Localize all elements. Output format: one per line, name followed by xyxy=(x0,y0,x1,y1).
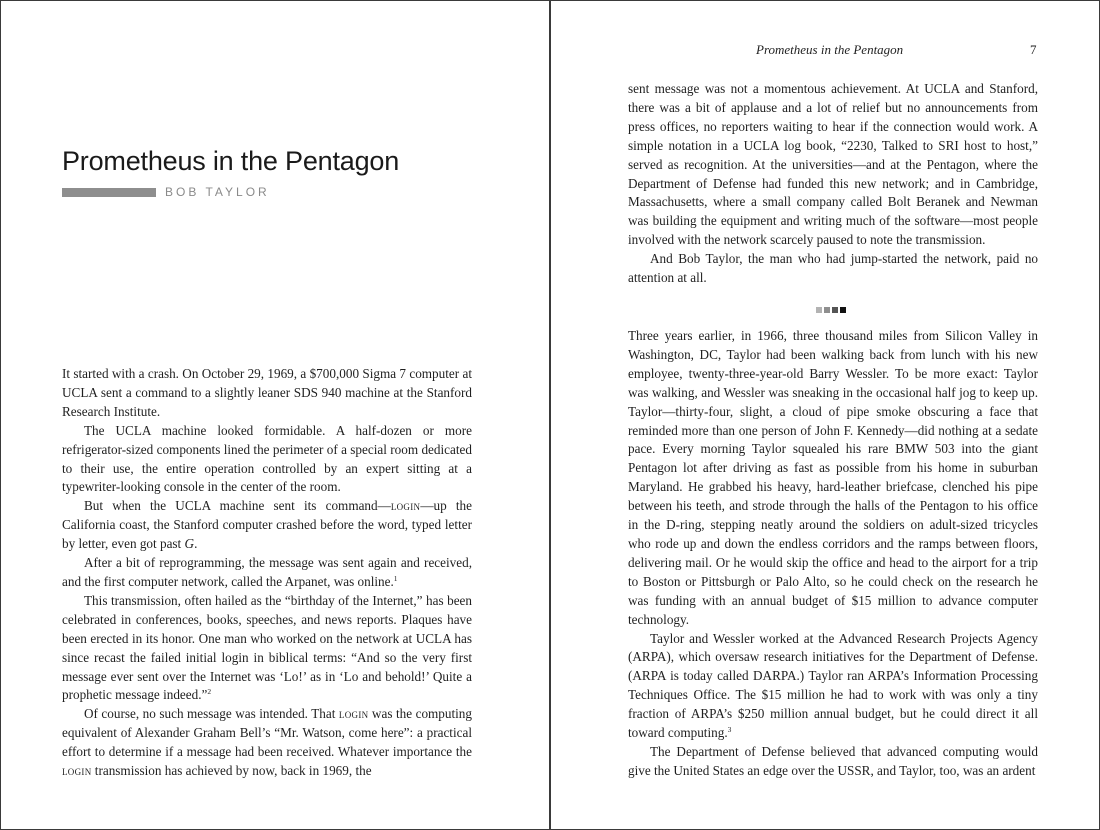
small-caps-login: login xyxy=(390,498,421,514)
author-rule xyxy=(62,188,156,197)
paragraph: Of course, no such message was intended. That login was the computing equivalent of Alexander Graham Bell’s “Mr. Watson, come here”: a practical effort to determine if a message had been received. Whatever importance the login transmission has achieved by now, back in 1969, the xyxy=(62,706,472,779)
ornament-square xyxy=(816,307,822,313)
ornament-square xyxy=(832,307,838,313)
paragraph: This transmission, often hailed as the “birthday of the Internet,” has been celebrated in conferences, books, speeches, and news reports. Plaques have been erected in its honor. One man who worked on the network at UCLA has since recast the failed initial login in biblical terms: “And so the very first message ever sent over the Internet was ‘Lo!’ as in ‘Lo and behold!’ Quite a prophetic message indeed.”$^2$ xyxy=(62,592,472,703)
paragraph: And Bob Taylor, the man who had jump-started the network, paid no attention at all. xyxy=(628,251,1038,286)
paragraph: The Department of Defense believed that advanced computing would give the United States an edge over the USSR, and Taylor, too, was an ardent xyxy=(628,743,1038,778)
paragraph: Three years earlier, in 1966, three thousand miles from Silicon Valley in Washington, DC, Taylor had been walking back from lunch with his new employee, twenty-three-year-old Barry Wessler. To be more exact: Taylor was walking, and Wessler was sneaking in the occasional half jog to keep up. Taylor—thirty-four, slight, a cloud of pipe smoke obscuring a face that reminded more than one person of John F. Kennedy—did nothing at a sedate pace. Every morning Taylor squealed his rare BMW 503 into the giant Pentagon lot after driving as fast as possible from his home in suburban Maryland. He grabbed his heavy, hard-leather briefcase, clenched his pipe between his teeth, and strode through the halls of the Pentagon to his office in the D-ring, stepping neatly around the soldiers on adult-sized tricycles who rode up and down the endless corridors and the ramps between floors, delivering mail. Or he would skip the office and head to the airport for a trip to Boston or Pittsburgh or Palo Alto, so he could check on the research he was funding with an annual budget of $15 million to advance computer technology. xyxy=(628,328,1038,627)
page-number: 7 xyxy=(1030,42,1037,57)
ornament-square xyxy=(840,307,846,313)
paragraph: After a bit of reprogramming, the message was sent again and received, and the first computer network, called the Arpanet, was online.$^1$ xyxy=(62,555,472,589)
footnote-marker: 1 xyxy=(393,573,398,583)
paragraph: It started with a crash. On October 29, 1969, a $700,000 Sigma 7 computer at UCLA sent a command to a slightly leaner SDS 940 machine at the Stanford Research Institute. xyxy=(62,366,472,419)
paragraph: But when the UCLA machine sent its command—login—up the California coast, the Stanford computer crashed before the word, typed letter by letter, even got past G. xyxy=(62,498,472,552)
right-top-text xyxy=(628,80,1038,288)
paragraph: The UCLA machine looked formidable. A half-dozen or more refrigerator-sized components lined the perimeter of a special room dedicated to their use, the entire operation controlled by an expert sitting at a typewriter-looking console in the center of the room. xyxy=(62,422,472,495)
right-body-text xyxy=(628,327,1038,781)
footnote-marker: 3 xyxy=(727,725,732,735)
left-body-text xyxy=(62,365,472,781)
left-page xyxy=(0,0,549,830)
small-caps-login: login xyxy=(338,706,369,722)
ornament-square xyxy=(824,307,830,313)
running-head: Prometheus in the Pentagon xyxy=(756,42,904,57)
footnote-marker: 2 xyxy=(207,687,212,697)
section-break-ornament xyxy=(816,307,846,313)
chapter-author: BOB TAYLOR xyxy=(165,185,270,199)
right-page xyxy=(551,0,1100,830)
small-caps-login: login xyxy=(62,763,92,779)
paragraph: sent message was not a momentous achievement. At UCLA and Stanford, there was a bit of applause and a lot of relief but no announcements from press offices, no reporters waiting to hear if the connection would work. A simple notation in a UCLA log book, “2230, Talked to SRI host to host,” served as recognition. At the universities—and at the Pentagon, where the Department of Defense had funded this new network; and in Cambridge, Massachusetts, where a small company called Bolt Beranek and Newman was building the equipment and writing much of the software—most people involved with the network scarcely paused to note the transmission. xyxy=(628,81,1038,248)
paragraph: Taylor and Wessler worked at the Advanced Research Projects Agency (ARPA), which oversaw research initiatives for the Department of Defense. (ARPA is today called DARPA.) Taylor ran ARPA’s Information Processing Techniques Office. The $15 million he had to work with was only a tiny fraction of ARPA’s $250 million annual budget, but he could direct it all toward computing.$^3$ xyxy=(628,630,1038,741)
chapter-title: Prometheus in the Pentagon xyxy=(62,146,400,176)
